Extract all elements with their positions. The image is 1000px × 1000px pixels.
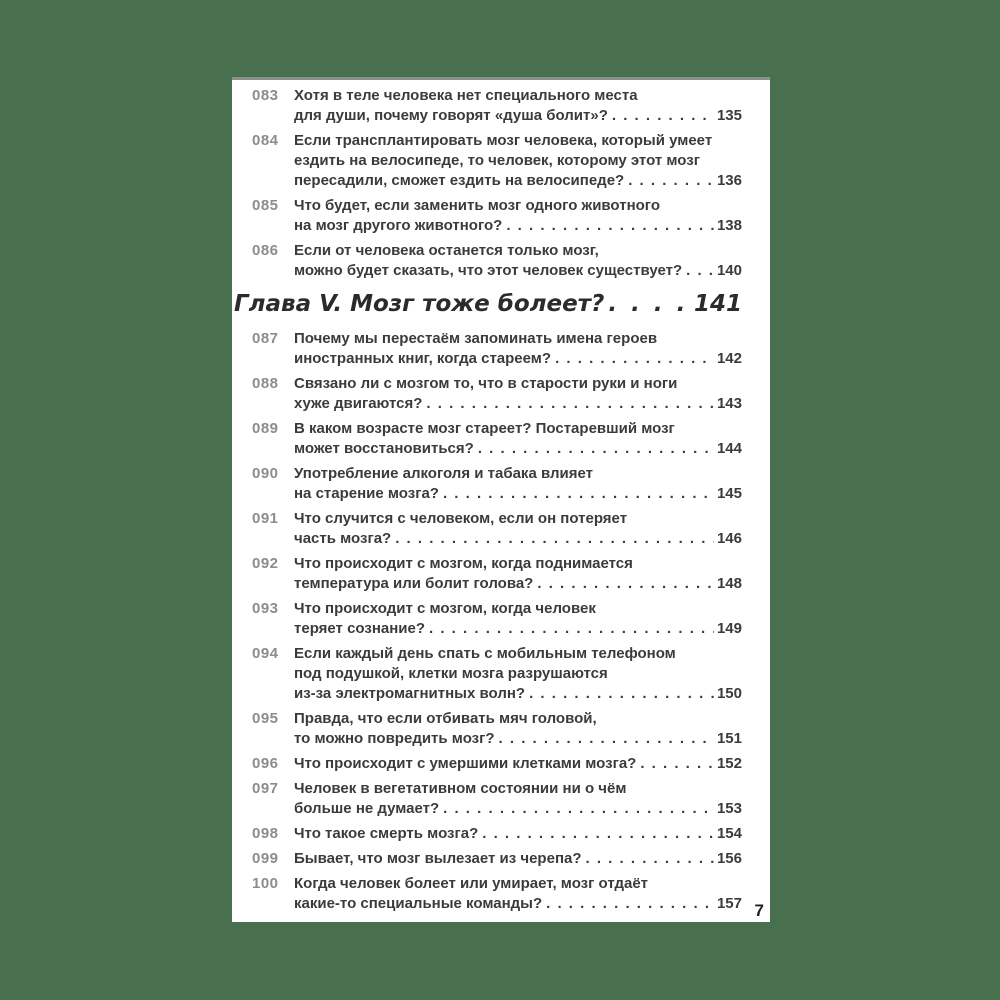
- dot-leader: [499, 729, 714, 749]
- toc-entry-line: [294, 664, 742, 684]
- toc-entry-number: 096: [252, 755, 279, 772]
- toc-entry-line: [294, 894, 742, 914]
- toc-entry-number: 083: [252, 87, 279, 104]
- dot-leader: [395, 529, 714, 549]
- toc-entry-line-text: на старение мозга?: [294, 485, 439, 502]
- toc-entry-text: [294, 196, 742, 236]
- toc-entry-line: [294, 439, 742, 459]
- toc-entry: [252, 241, 742, 281]
- toc-entry-line: [294, 419, 742, 439]
- toc-entry-line: [294, 131, 742, 151]
- toc-entry-text: [294, 329, 742, 369]
- toc-entry-page: 154: [716, 825, 742, 842]
- toc-entry-line: [294, 729, 742, 749]
- toc-entry-line: [294, 216, 742, 236]
- dot-leader: [443, 799, 714, 819]
- dot-leader: [546, 894, 714, 914]
- toc-entry-page: 157: [716, 895, 742, 912]
- toc-entry-page: 150: [716, 685, 742, 702]
- toc-entry: [252, 779, 742, 819]
- toc-entry-line-text: Хотя в теле человека нет специального места: [294, 87, 638, 104]
- toc-entry: [252, 599, 742, 639]
- toc-entry-line-text: ездить на велосипеде, то человек, которому этот мозг: [294, 152, 700, 169]
- toc-entry-line: [294, 824, 742, 844]
- toc-entry: [252, 374, 742, 414]
- toc-entry-line-text: хуже двигаются?: [294, 395, 423, 412]
- toc-entry-line: [294, 529, 742, 549]
- toc-entry-text: [294, 849, 742, 869]
- toc-entry-line-text: пересадили, сможет ездить на велосипеде?: [294, 172, 625, 189]
- toc-entry-page: 151: [716, 730, 742, 747]
- toc-entry-text: [294, 554, 742, 594]
- toc-entry-line-text: температура или болит голова?: [294, 575, 534, 592]
- toc-entry-text: [294, 754, 742, 774]
- toc-entry-line-text: Связано ли с мозгом то, что в старости руки и ноги: [294, 375, 678, 392]
- dot-leader: [555, 349, 714, 369]
- toc-entry-line: [294, 171, 742, 191]
- toc-entry: [252, 329, 742, 369]
- toc-entry-line-text: теряет сознание?: [294, 620, 426, 637]
- toc-entry-line-text: из-за электромагнитных волн?: [294, 685, 526, 702]
- toc-entry-number: 088: [252, 375, 279, 392]
- toc-entry-line: [294, 849, 742, 869]
- toc-entry-page: 140: [716, 262, 742, 279]
- toc-entry-line-text: то можно повредить мозг?: [294, 730, 495, 747]
- toc-chapter: [234, 289, 742, 319]
- toc-entry-page: 136: [716, 172, 742, 189]
- toc-entry-line-text: Что происходит с мозгом, когда человек: [294, 600, 596, 617]
- dot-leader: [586, 849, 714, 869]
- toc-entry-page: 149: [716, 620, 742, 637]
- toc-entry-page: 142: [716, 350, 742, 367]
- dot-leader: [612, 106, 714, 126]
- toc-entry-line-text: Если каждый день спать с мобильным телефоном: [294, 645, 676, 662]
- toc-entry-line-text: Если от человека останется только мозг,: [294, 242, 599, 259]
- toc-entry: [252, 196, 742, 236]
- toc-entry-number: 095: [252, 710, 279, 727]
- toc-entry-line: [294, 874, 742, 894]
- toc-entry-page: 143: [716, 395, 742, 412]
- toc-entry: [252, 509, 742, 549]
- toc-entry-line-text: Почему мы перестаём запоминать имена героев: [294, 330, 658, 347]
- toc-entry-number: 093: [252, 600, 279, 617]
- toc-entry-number: 099: [252, 850, 279, 867]
- toc-entry-line-text: иностранных книг, когда стареем?: [294, 350, 552, 367]
- toc-entry-line-text: Что случится с человеком, если он потеряет: [294, 510, 628, 527]
- toc-entry: [252, 86, 742, 126]
- toc-entry-line: [294, 106, 742, 126]
- toc-entry: [252, 824, 742, 844]
- dot-leader: [429, 619, 714, 639]
- toc-entry-line: [294, 261, 742, 281]
- toc-entry-line: [294, 464, 742, 484]
- toc-chapter-page: 141: [693, 291, 742, 317]
- toc-entry-number: 086: [252, 242, 279, 259]
- toc-entry-page: 145: [716, 485, 742, 502]
- toc-entry-line: [294, 196, 742, 216]
- toc-list: [234, 86, 742, 914]
- dot-leader: [686, 261, 714, 281]
- toc-entry-line-text: для души, почему говорят «душа болит»?: [294, 107, 608, 124]
- toc-entry-number: 087: [252, 330, 279, 347]
- toc-entry-number: 100: [252, 875, 279, 892]
- toc-entry-text: [294, 374, 742, 414]
- toc-entry-text: [294, 599, 742, 639]
- toc-entry-text: [294, 644, 742, 704]
- toc-entry-page: 148: [716, 575, 742, 592]
- toc-entry-number: 085: [252, 197, 279, 214]
- toc-entry: [252, 754, 742, 774]
- dot-leader: [529, 684, 714, 704]
- toc-entry-line: [294, 151, 742, 171]
- toc-entry-line: [294, 599, 742, 619]
- toc-entry-line: [294, 684, 742, 704]
- toc-entry-line-text: Что такое смерть мозга?: [294, 825, 479, 842]
- toc-entry: [252, 419, 742, 459]
- toc-entry-line-text: часть мозга?: [294, 530, 392, 547]
- toc-entry: [252, 849, 742, 869]
- toc-entry-line-text: В каком возрасте мозг стареет? Постаревший мозг: [294, 420, 675, 437]
- dot-leader: [506, 216, 714, 236]
- toc-entry-line-text: Бывает, что мозг вылезает из черепа?: [294, 850, 582, 867]
- toc-entry-line-text: Когда человек болеет или умирает, мозг отдаёт: [294, 875, 649, 892]
- toc-entry-line-text: на мозг другого животного?: [294, 217, 503, 234]
- toc-entry-line: [294, 241, 742, 261]
- toc-entry-text: [294, 86, 742, 126]
- toc-entry-page: 135: [716, 107, 742, 124]
- toc-entry-line: [294, 799, 742, 819]
- toc-entry-line: [294, 709, 742, 729]
- toc-chapter-title: Глава V. Мозг тоже болеет?: [234, 291, 605, 317]
- toc-entry: [252, 644, 742, 704]
- toc-entry-number: 090: [252, 465, 279, 482]
- toc-entry-line: [294, 374, 742, 394]
- toc-entry-page: 144: [716, 440, 742, 457]
- toc-entry-text: [294, 131, 742, 191]
- toc-entry-line: [294, 574, 742, 594]
- toc-entry-line-text: больше не думает?: [294, 800, 440, 817]
- dot-leader: [608, 289, 691, 319]
- page-number: 7: [754, 901, 764, 920]
- toc-entry-text: [294, 824, 742, 844]
- toc-entry-number: 097: [252, 780, 279, 797]
- toc-entry-line-text: Что происходит с умершими клетками мозга?: [294, 755, 637, 772]
- toc-entry-line: [294, 349, 742, 369]
- toc-entry-page: 153: [716, 800, 742, 817]
- dot-leader: [426, 394, 714, 414]
- toc-entry-text: [294, 709, 742, 749]
- toc-entry: [252, 874, 742, 914]
- toc-entry-line: [294, 509, 742, 529]
- toc-entry-line: [294, 554, 742, 574]
- toc-entry-text: [294, 464, 742, 504]
- dot-leader: [478, 439, 714, 459]
- toc-entry-page: 146: [716, 530, 742, 547]
- toc-entry-page: 156: [716, 850, 742, 867]
- toc-entry-line-text: Если трансплантировать мозг человека, который умеет: [294, 132, 713, 149]
- toc-entry-line: [294, 619, 742, 639]
- toc-entry-line: [294, 86, 742, 106]
- toc-entry-line-text: под подушкой, клетки мозга разрушаются: [294, 665, 608, 682]
- toc-entry-line-text: Что будет, если заменить мозг одного животного: [294, 197, 661, 214]
- toc-entry-line: [294, 754, 742, 774]
- toc-entry-line-text: можно будет сказать, что этот человек существует?: [294, 262, 683, 279]
- toc-entry-line: [294, 394, 742, 414]
- toc-entry: [252, 131, 742, 191]
- toc-entry-number: 089: [252, 420, 279, 437]
- toc-entry-number: 084: [252, 132, 279, 149]
- toc-entry-number: 098: [252, 825, 279, 842]
- dot-leader: [537, 574, 714, 594]
- toc-entry-text: [294, 779, 742, 819]
- toc-entry: [252, 554, 742, 594]
- toc-entry: [252, 464, 742, 504]
- toc-entry-line-text: Правда, что если отбивать мяч головой,: [294, 710, 597, 727]
- toc-entry-line: [294, 484, 742, 504]
- toc-entry-number: 092: [252, 555, 279, 572]
- toc-entry-page: 152: [716, 755, 742, 772]
- toc-entry-line-text: Человек в вегетативном состоянии ни о чём: [294, 780, 627, 797]
- toc-entry: [252, 709, 742, 749]
- toc-entry-line: [294, 329, 742, 349]
- dot-leader: [482, 824, 714, 844]
- toc-entry-line-text: Что происходит с мозгом, когда поднимается: [294, 555, 633, 572]
- toc-entry-line: [294, 644, 742, 664]
- toc-entry-text: [294, 509, 742, 549]
- toc-entry-line-text: какие-то специальные команды?: [294, 895, 543, 912]
- toc-entry-text: [294, 241, 742, 281]
- toc-entry-number: 091: [252, 510, 279, 527]
- toc-entry-line-text: может восстановиться?: [294, 440, 474, 457]
- dot-leader: [628, 171, 714, 191]
- toc-entry-number: 094: [252, 645, 279, 662]
- toc-page: [232, 77, 770, 922]
- toc-entry-page: 138: [716, 217, 742, 234]
- toc-entry-text: [294, 874, 742, 914]
- toc-entry-text: [294, 419, 742, 459]
- dot-leader: [640, 754, 714, 774]
- toc-entry-line-text: Употребление алкоголя и табака влияет: [294, 465, 593, 482]
- dot-leader: [443, 484, 714, 504]
- toc-entry-line: [294, 779, 742, 799]
